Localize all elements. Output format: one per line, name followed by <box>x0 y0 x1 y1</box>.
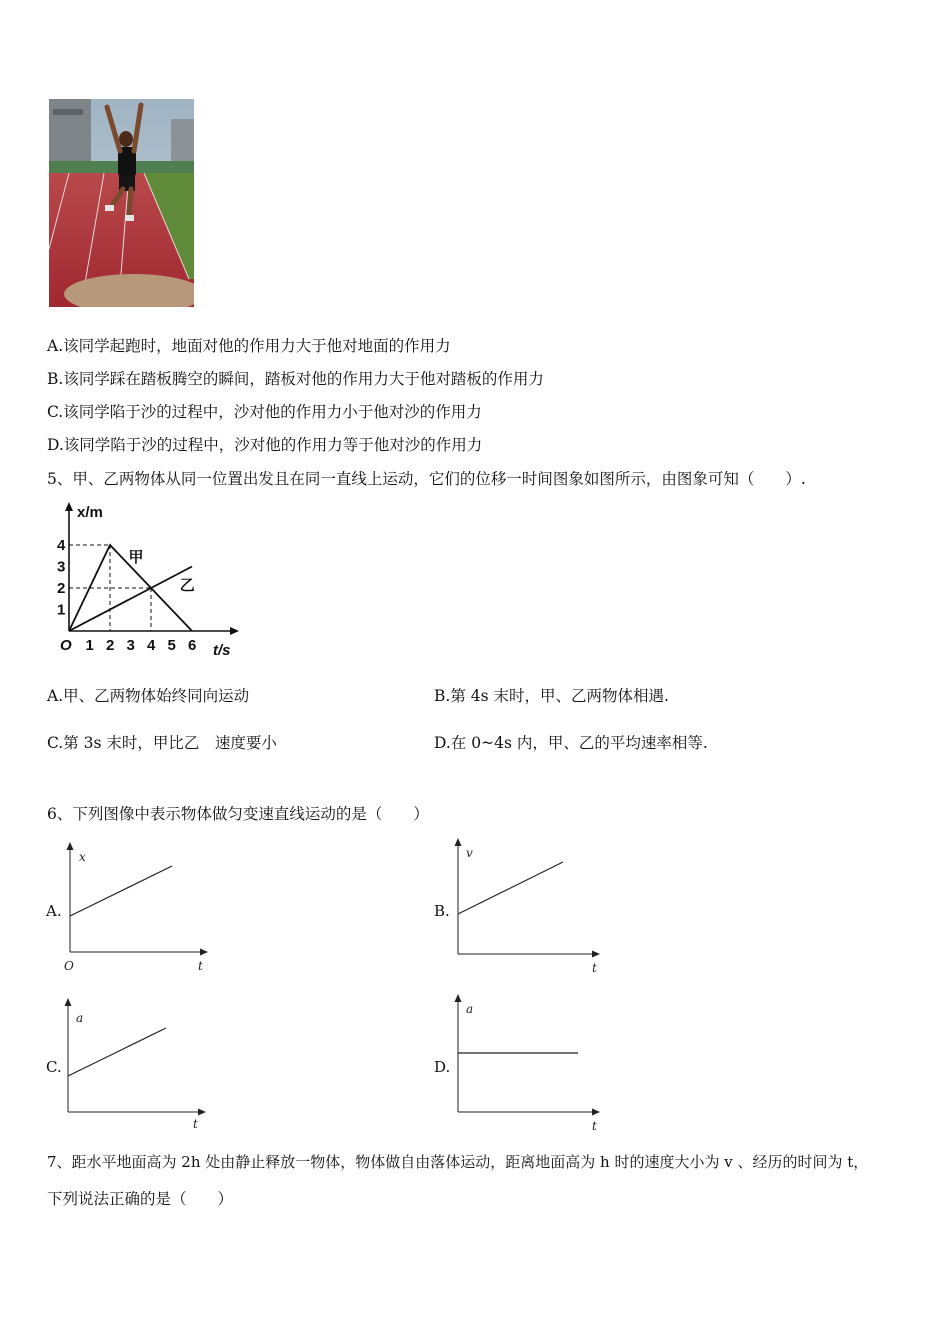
q5-option-c: C.第 3s 末时，甲比乙 速度要小 <box>47 734 277 752</box>
q5-option-b: B.第 4s 末时，甲、乙两物体相遇. <box>434 687 669 705</box>
q6-d-xlabel: t <box>592 1119 597 1133</box>
q6-c-xlabel: t <box>193 1117 198 1131</box>
series-label-1: 甲 <box>128 549 144 567</box>
y-tick-label: 1 <box>57 601 66 619</box>
y-axis-label: x/m <box>77 504 103 521</box>
q6-b-ylabel: v <box>466 846 473 860</box>
y-axis-arrow <box>65 502 73 511</box>
y-tick-label: 4 <box>57 537 66 554</box>
x-tick-label: 2 <box>106 637 115 654</box>
q6-d-ylabel: a <box>466 1002 474 1016</box>
q4-option-c: C.该同学陷于沙的过程中，沙对他的作用力小于他对沙的作用力 <box>47 403 482 421</box>
origin-label: O <box>60 637 72 654</box>
q7-line-2: 下列说法正确的是（ ） <box>47 1190 234 1208</box>
q6-option-c-letter: C. <box>46 1058 62 1076</box>
q6-a-ylabel: x <box>79 850 86 864</box>
q6-option-b-graph <box>450 836 605 976</box>
y-tick-label: 2 <box>57 580 66 597</box>
x-axis-label: t/s <box>213 642 231 659</box>
x-tick-label: 3 <box>126 637 135 654</box>
q4-option-b: B.该同学踩在踏板腾空的瞬间，踏板对他的作用力大于他对踏板的作用力 <box>47 370 544 388</box>
q6-c-ylabel: a <box>76 1011 84 1025</box>
q4-option-a: A.该同学起跑时，地面对他的作用力大于他对地面的作用力 <box>47 337 451 355</box>
series-label-2: 乙 <box>179 577 195 595</box>
series-line-2 <box>69 567 192 632</box>
long-jump-photo <box>49 99 194 307</box>
q6-option-d-graph <box>450 992 605 1132</box>
y-tick-label: 3 <box>57 558 66 576</box>
q4-option-d: D.该同学陷于沙的过程中，沙对他的作用力等于他对沙的作用力 <box>47 436 483 454</box>
x-tick-label: 1 <box>85 637 94 654</box>
q5-xt-graph <box>55 498 245 663</box>
q5-option-d: D.在 0~4s 内，甲、乙的平均速率相等. <box>434 734 708 752</box>
x-axis-arrow <box>230 627 239 635</box>
q6-stem: 6、下列图像中表示物体做匀变速直线运动的是（ ） <box>47 805 429 823</box>
q6-option-a-letter: A. <box>46 902 62 920</box>
x-tick-label: 4 <box>147 637 156 654</box>
x-tick-label: 5 <box>167 637 176 654</box>
q7-line-1: 7、距水平地面高为 2h 处由静止释放一物体，物体做自由落体运动，距离地面高为 h 时的速度大小为 v 、经历的时间为 t， <box>47 1153 869 1171</box>
q6-a-origin: O <box>64 959 74 973</box>
q6-option-d-letter: D. <box>434 1058 451 1076</box>
q6-option-a-graph <box>62 840 212 975</box>
q6-a-xlabel: t <box>198 959 203 973</box>
q6-b-xlabel: t <box>592 961 597 975</box>
q5-stem: 5、甲、乙两物体从同一位置出发且在同一直线上运动，它们的位移一时间图象如图所示，由图象可知（ ）. <box>47 470 806 488</box>
q6-option-c-graph <box>60 996 210 1131</box>
q6-option-b-letter: B. <box>434 902 450 920</box>
q5-option-a: A.甲、乙两物体始终同向运动 <box>47 687 250 705</box>
x-tick-label: 6 <box>188 637 197 654</box>
